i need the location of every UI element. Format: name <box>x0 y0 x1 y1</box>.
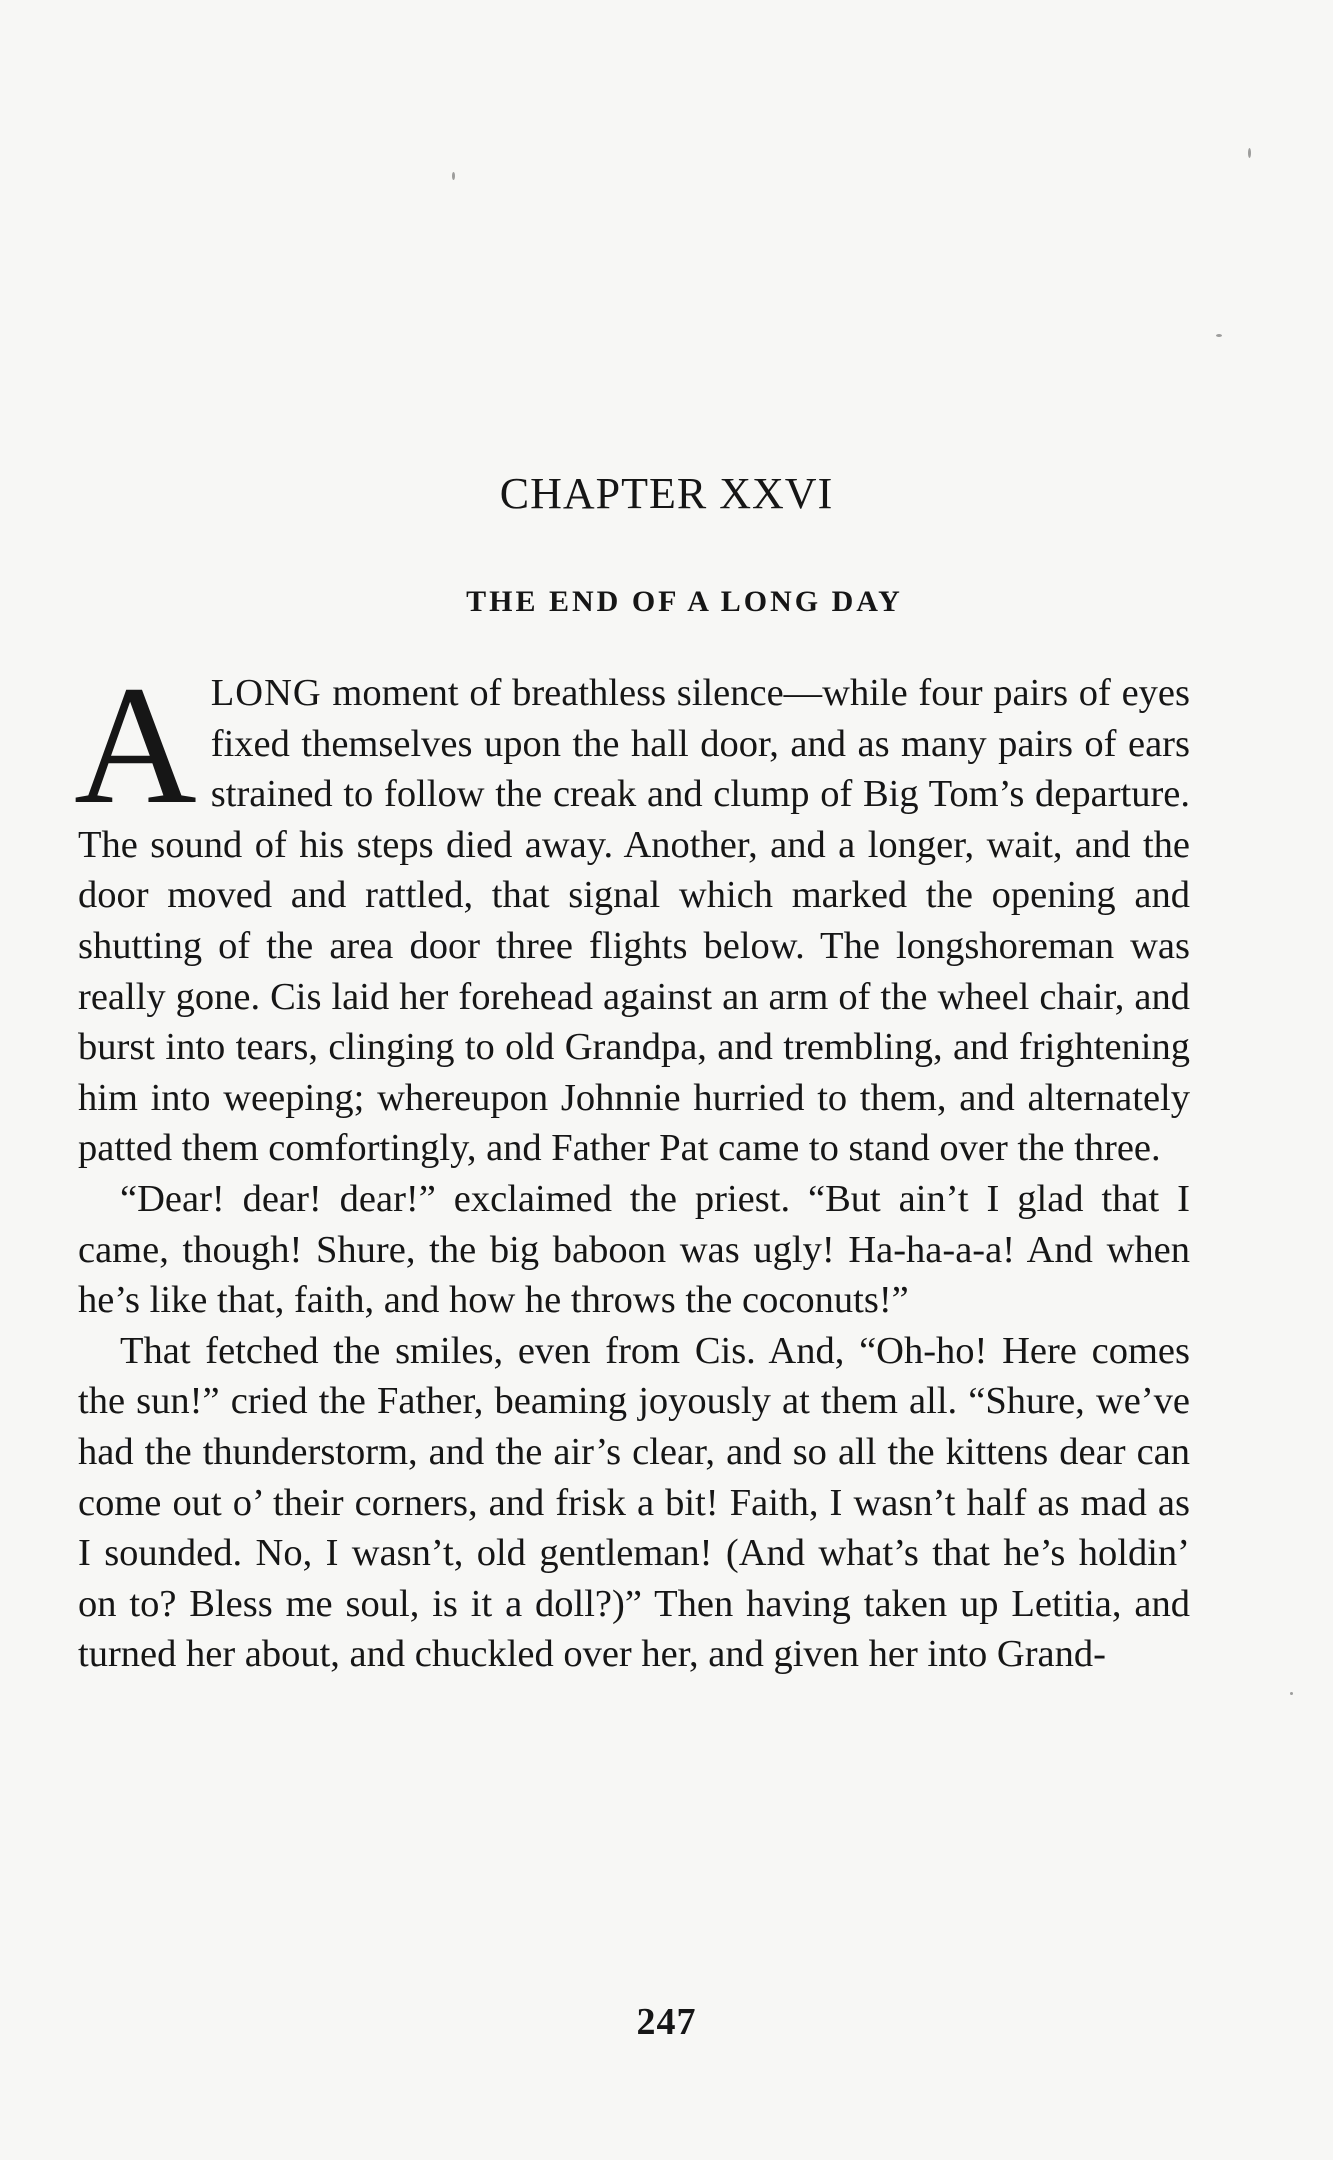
paragraph-1 <box>74 651 1190 1174</box>
paragraph-3: That fetched the smiles, even from Cis. And, “Oh-ho! Here comes the sun!” cried the Father, beaming joyously at them all. “Shure, we’ve had the thunderstorm, and the air’s clear, and so all the kittens dear can come out o’ their corners, and frisk a bit! Faith, I wasn’t half as mad as I sounded. No, I wasn’t, old gentleman! (And what’s that he’s holdin’ on to? Bless me soul, is it a doll?)” Then having taken up Letitia, and turned her about, and chuckled over her, and given her into Grand- <box>78 1329 1190 1676</box>
first-word: LONG <box>210 672 322 714</box>
chapter-body <box>74 651 1190 1680</box>
print-speck <box>452 172 455 180</box>
paragraph-2: “Dear! dear! dear!” exclaimed the priest. “But ain’t I glad that I came, though! Shure, the big baboon was ugly! Ha-ha-a-a! And when he’s like that, faith, and how he throws the coconuts!” <box>78 1177 1190 1322</box>
print-speck <box>1290 1692 1293 1695</box>
page-number: 247 <box>636 2001 697 2043</box>
print-speck <box>1216 334 1222 337</box>
paragraph-1-text: moment of breathless silence—while four pairs of eyes fixed themselves upon the hall door, and as many pairs of ears strained to follow the creak and clump of Big Tom’s departure. The sound of his steps died away. Another, and a longer, wait, and the door moved and rattled, that signal which marked the opening and shutting of the area door three flights below. The longshoreman was really gone. Cis laid her forehead against an arm of the wheel chair, and burst into tears, clinging to old Grandpa, and trembling, and frightening him into weeping; whereupon Johnnie hurried to them, and alternately patted them comfortingly, and Father Pat came to stand over the three. <box>78 672 1190 1170</box>
chapter-subtitle: THE END OF A LONG DAY <box>466 585 903 618</box>
print-speck <box>1248 148 1251 158</box>
drop-cap-letter: A <box>74 651 197 839</box>
chapter-title: CHAPTER XXVI <box>499 469 834 518</box>
